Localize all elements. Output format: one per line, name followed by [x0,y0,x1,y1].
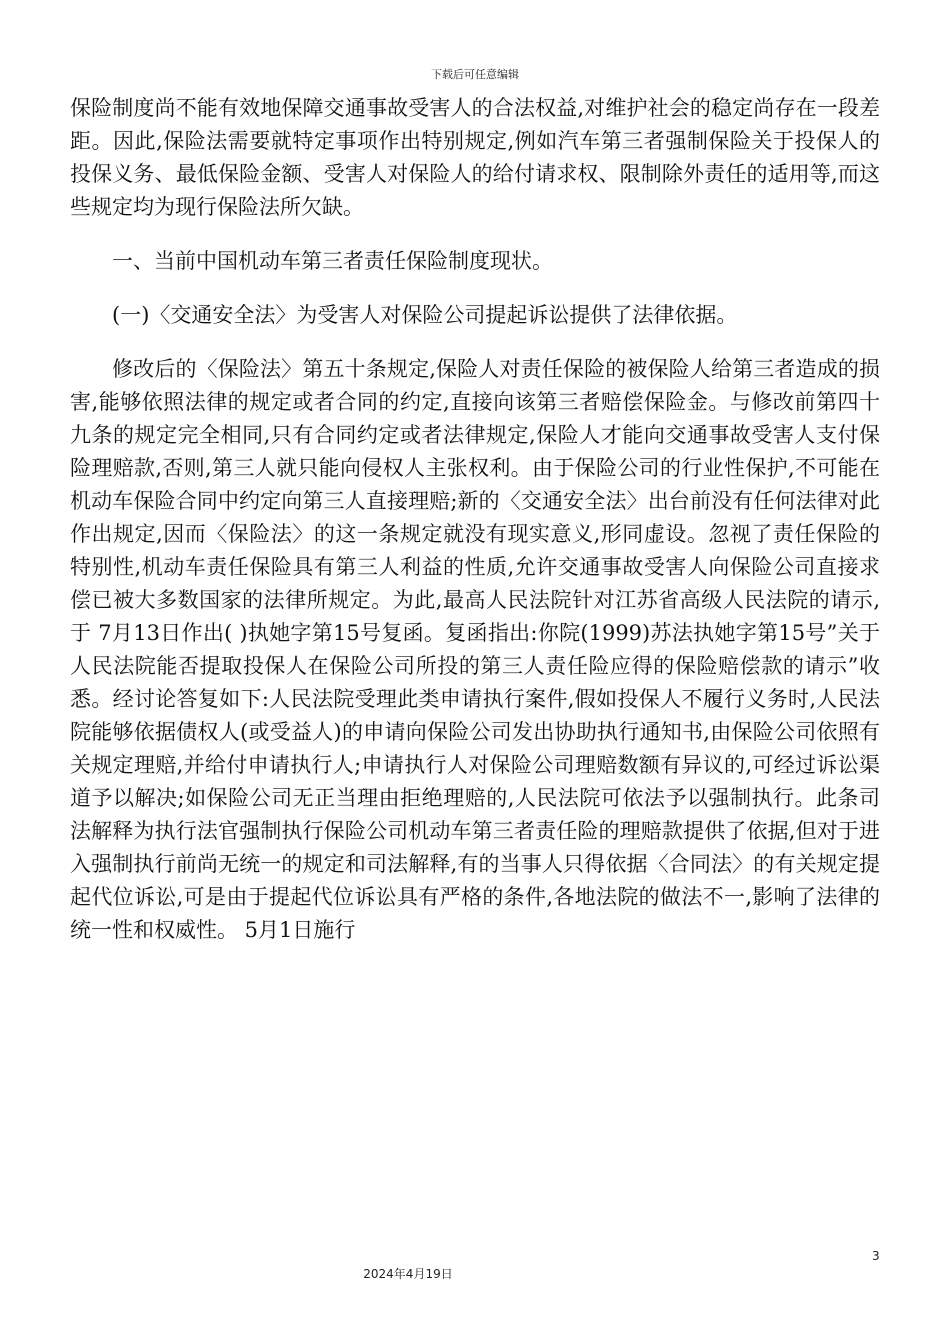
paragraph-continuation: 保险制度尚不能有效地保障交通事故受害人的合法权益,对维护社会的稳定尚存在一段差距。因此,保险法需要就特定事项作出特别规定,例如汽车第三者强制保险关于投保人的投保义务、最低保险金额、受害人对保险人的给付请求权、限制除外责任的适用等,而这些规定均为现行保险法所欠缺。 [70,96,880,219]
section-heading: 一、当前中国机动车第三者责任保险制度现状。 [112,249,553,273]
page-number: 3 [872,1249,880,1263]
subsection-heading: (一)〈交通安全法〉为受害人对保险公司提起诉讼提供了法律依据。 [112,303,738,327]
document-body [70,92,880,947]
page-header: 下载后可任意编辑 [431,68,519,81]
paragraph-main: 修改后的〈保险法〉第五十条规定,保险人对责任保险的被保险人给第三者造成的损害,能够依照法律的规定或者合同的约定,直接向该第三者赔偿保险金。与修改前第四十九条的规定完全相同,只有合同约定或者法律规定,保险人才能向交通事故受害人支付保险理赔款,否则,第三人就只能向侵权人主张权利。由于保险公司的行业性保护,不可能在机动车保险合同中约定向第三人直接理赔;新的〈交通安全法〉出台前没有任何法律对此作出规定,因而〈保险法〉的这一条规定就没有现实意义,形同虚设。忽视了责任保险的特别性,机动车责任保险具有第三人利益的性质,允许交通事故受害人向保险公司直接求偿已被大多数国家的法律所规定。为此,最高人民法院针对江苏省高级人民法院的请示,于 7月13日作出( )执她字第15号复函。复函指出:你院(1999)苏法执她字第15号”关于人民法院能否提取投保人在保险公司所投的第三人责任险应得的保险赔偿款的请示”收悉。经讨论答复如下:人民法院受理此类申请执行案件,假如投保人不履行义务时,人民法院能够依据债权人(或受益人)的申请向保险公司发出协助执行通知书,由保险公司依照有关规定理赔,并给付申请执行人;申请执行人对保险公司理赔数额有异议的,可经过诉讼渠道予以解决;如保险公司无正当理由拒绝理赔的,人民法院可依法予以强制执行。此条司法解释为执行法官强制执行保险公司机动车第三者责任险的理赔款提供了依据,但对于进入强制执行前尚无统一的规定和司法解释,有的当事人只得依据〈合同法〉的有关规定提起代位诉讼,可是由于提起代位诉讼具有严格的条件,各地法院的做法不一,影响了法律的统一性和权威性。 5月1日施行 [70,357,880,942]
footer-date: 2024年4月19日 [363,1267,453,1281]
